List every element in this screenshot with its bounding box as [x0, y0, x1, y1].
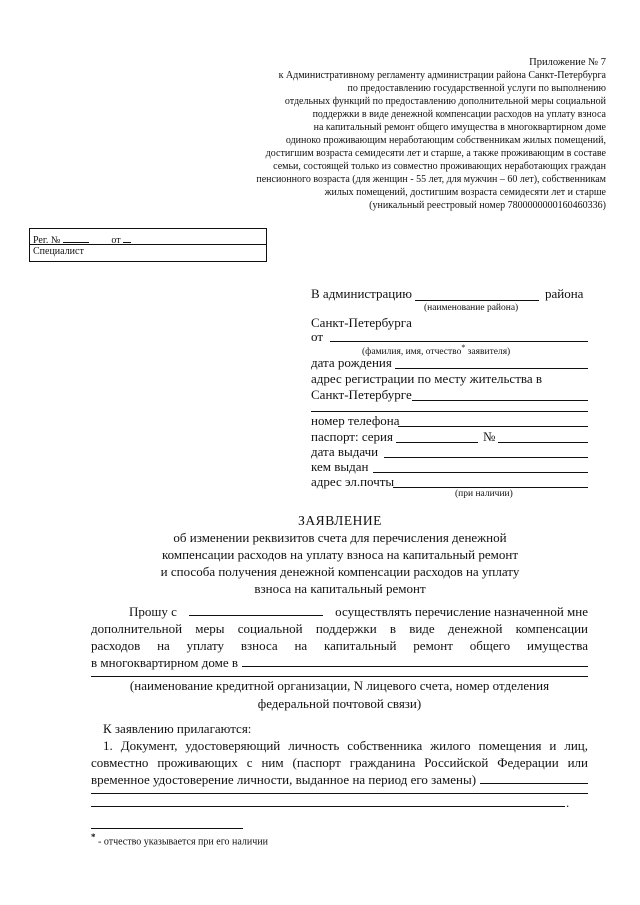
issue-date-field[interactable]: [384, 457, 588, 458]
reg-date-field[interactable]: [123, 231, 131, 243]
header-line: достигшим возраста семидесяти лет и старше, а также проживающим в составе: [265, 148, 606, 159]
reg-address-field[interactable]: [412, 400, 588, 401]
reg-address-label: адрес регистрации по месту жительства в: [311, 371, 542, 386]
subtitle-line: взноса на капитальный ремонт: [254, 581, 426, 596]
start-date-field[interactable]: [189, 604, 323, 616]
attachment-field[interactable]: [480, 772, 588, 784]
footnote-separator: [91, 828, 243, 829]
request-line-1: [91, 603, 588, 620]
issued-by-field[interactable]: [373, 472, 588, 473]
bank-details-field[interactable]: [242, 655, 588, 667]
email-hint: (при наличии): [455, 489, 513, 499]
footnote-text: - отчество указывается при его наличии: [95, 836, 269, 848]
attachment-line: временное удостоверение личности, выданное на период его замены): [91, 772, 477, 787]
header-line: к Административному регламенту администрации района Санкт-Петербурга: [278, 70, 606, 81]
district-field[interactable]: [415, 300, 539, 301]
reg-number-field[interactable]: [63, 231, 89, 243]
registration-box: [29, 228, 267, 262]
header-line: отдельных функций по предоставлению дополнительной меры социальной: [284, 96, 606, 107]
header-line: жилых помещений, достигшим возраста семидесяти лет и старше: [324, 187, 606, 198]
name-hint: (фамилия, имя, отчество* заявителя): [362, 343, 511, 358]
subtitle-line: об изменении реквизитов счета для перечисления денежной: [173, 530, 507, 545]
appendix-number: Приложение № 7: [529, 57, 606, 68]
attachments-heading: К заявлению прилагаются:: [103, 721, 252, 736]
issued-by-label: кем выдан: [311, 459, 369, 474]
footnote: [91, 832, 268, 847]
request-house-label: в многоквартирном доме в: [91, 655, 239, 670]
passport-number-label: №: [483, 429, 496, 444]
footnote-mark: *: [461, 343, 466, 352]
bank-hint: [91, 677, 588, 713]
reg-date-label: от: [111, 235, 121, 246]
reg-address-field-2[interactable]: [311, 411, 588, 412]
document-subtitle: [100, 529, 580, 597]
specialist-label: Специалист: [33, 246, 84, 257]
email-label: адрес эл.почты: [311, 474, 395, 489]
bank-hint-line: (наименование кредитной организации, N лицевого счета, номер отделения: [129, 678, 550, 693]
applicant-name-field[interactable]: [330, 341, 588, 342]
header-line: на капитальный ремонт общего имущества в многоквартирном доме: [313, 122, 606, 133]
footnote-star: *: [91, 832, 96, 842]
attachment-line-3: [91, 771, 588, 788]
reg-number-label: Рег. №: [33, 235, 61, 246]
from-label: от: [311, 329, 324, 344]
header-line: семьи, состоящей только из совместно проживающих неработающих граждан: [273, 161, 606, 172]
attachment-field-2[interactable]: [91, 793, 588, 794]
header-line: поддержки в виде денежной компенсации расходов на уплату взноса: [312, 109, 606, 120]
district-label: района: [545, 286, 584, 301]
bank-hint-line: федеральной почтовой связи): [257, 696, 422, 711]
issue-date-label: дата выдачи: [311, 444, 379, 459]
attachment-item-1: [91, 737, 588, 788]
request-paragraph: [91, 603, 588, 671]
district-hint: (наименование района): [424, 303, 519, 313]
registry-number: (уникальный реестровый номер 7800000000160460336): [369, 200, 606, 211]
header-line: одиноко проживающим неработающим собственникам жилых помещений,: [285, 135, 606, 146]
reg-address-city: Санкт-Петербурге: [311, 387, 412, 402]
request-line-3: расходов на уплату взноса на капитальный ремонт общего имущества: [91, 638, 588, 653]
document-title: ЗАЯВЛЕНИЕ: [298, 513, 382, 528]
birth-date-label: дата рождения: [311, 355, 392, 370]
subtitle-line: и способа получения денежной компенсации расходов на уплату: [160, 564, 520, 579]
birth-date-field[interactable]: [395, 368, 588, 369]
to-admin-label: В администрацию: [311, 286, 412, 301]
phone-label: номер телефона: [311, 413, 400, 428]
city-label: Санкт-Петербурга: [311, 315, 412, 330]
attachment-field-3[interactable]: [91, 806, 565, 807]
request-from-label: Прошу с: [129, 604, 177, 619]
box-divider: [30, 244, 266, 245]
appendix-header: [186, 56, 606, 212]
phone-field[interactable]: [398, 426, 588, 427]
request-line-2: дополнительной меры социальной поддержки в виде денежной компенсации: [91, 621, 588, 636]
attachment-line: совместно проживающих с ним (паспорт гражданина Российской Федерации или: [91, 755, 588, 770]
request-line-4: [91, 654, 588, 671]
header-line: пенсионного возраста (для женщин - 55 лет, для мужчин – 60 лет), собственникам: [256, 174, 606, 185]
passport-number-field[interactable]: [498, 442, 588, 443]
email-field[interactable]: [393, 487, 588, 488]
passport-series-label: паспорт: серия: [311, 429, 393, 444]
passport-series-field[interactable]: [396, 442, 478, 443]
attachment-line: 1. Документ, удостоверяющий личность собственника жилого помещения и лиц,: [103, 738, 588, 753]
request-rest-label: осуществлять перечисление назначенной мне: [335, 604, 588, 619]
subtitle-line: компенсации расходов на уплату взноса на капитальный ремонт: [161, 547, 519, 562]
attachment-end-dot: .: [566, 795, 570, 810]
header-line: по предоставлению государственной услуги по выполнению: [347, 83, 606, 94]
